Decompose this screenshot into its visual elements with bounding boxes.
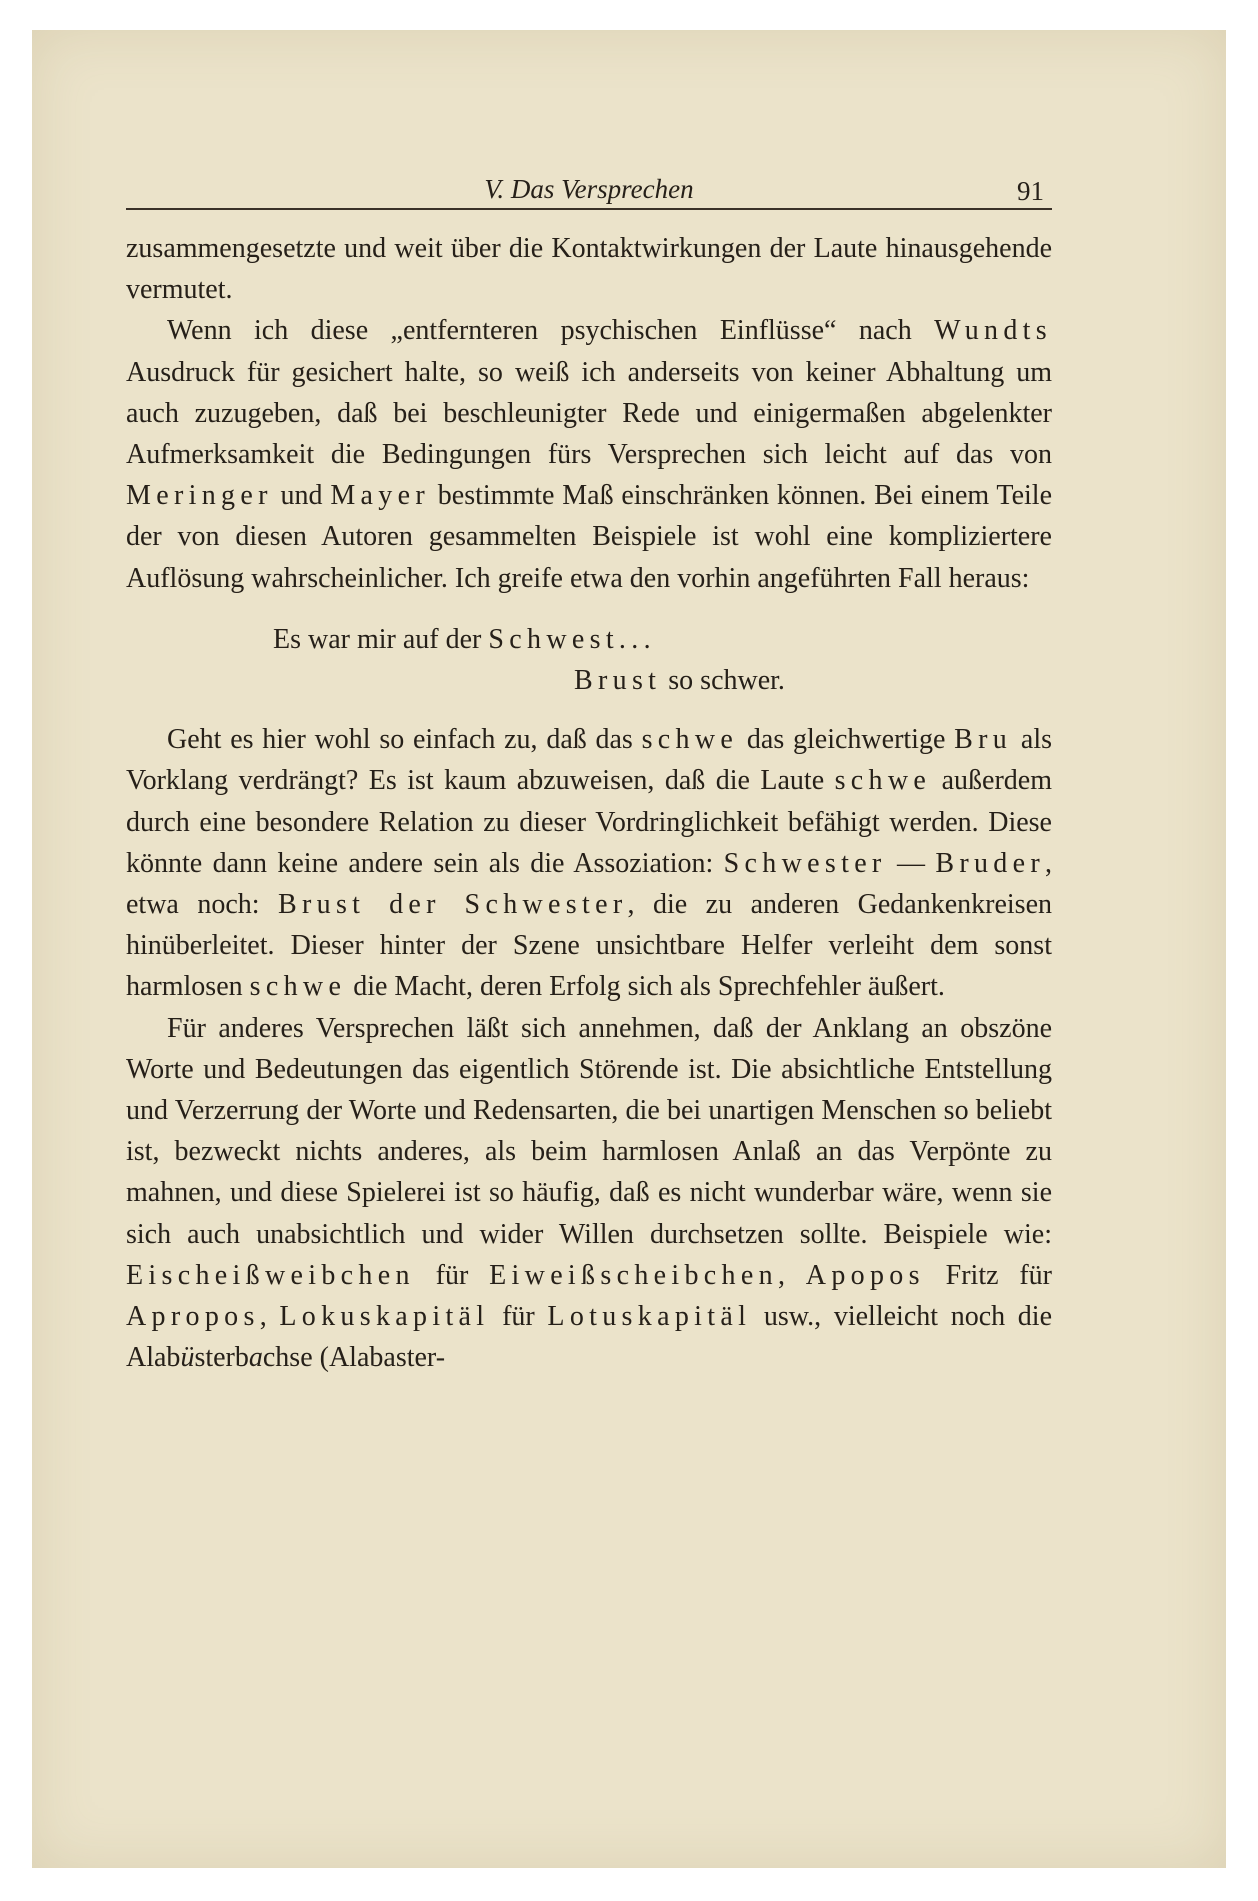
paragraph-1-text: zusammengesetzte und weit über die Kontaktwirkungen der Laute hinausgehende vermutet. <box>126 233 1052 306</box>
spaced-word: Lokuskapitäl <box>279 1301 490 1333</box>
text-run: für <box>489 1301 548 1333</box>
spaced-word: schwe <box>249 971 347 1003</box>
spaced-word: schwe <box>641 724 739 756</box>
text-run: Geht es hier wohl so einfach zu, daß das <box>167 724 642 756</box>
spaced-name: Mayer <box>330 480 431 512</box>
text-run: Wenn ich diese „entfernteren psychischen Einflüsse“ nach <box>167 315 935 347</box>
text-run: so schwer. <box>661 665 785 697</box>
text-run: , <box>259 1301 280 1333</box>
spaced-word: schwe <box>834 765 932 797</box>
text-run: , <box>777 1259 806 1291</box>
text-run: usw., vielleicht noch die <box>751 1301 1052 1333</box>
running-title: V. Das Versprechen <box>484 174 694 204</box>
paragraph-4 <box>126 1008 1052 1379</box>
spaced-word: Schwest... <box>488 623 656 655</box>
text-run: , etwa noch: <box>126 847 1053 921</box>
text-run: Für anderes Versprechen läßt sich annehmen, daß der Anklang an obszöne Worte und Bedeutungen das eigentlich Störende ist. Die absichtliche Entstellung und Verzerrung der Worte und Redensarten, die bei unartigen Menschen so beliebt ist, bezweckt nichts anderes, als beim harmlosen Anlaß an das Verpönte zu mahnen, und diese Spielerei ist so häufig, daß es nicht wunderbar wäre, wenn sie sich auch unabsichtlich und wider Willen durchsetzen sollte. Beispiele wie: <box>126 1012 1052 1250</box>
spaced-word: Apopos <box>805 1259 925 1291</box>
text-run: — <box>886 847 936 879</box>
verse-line-1 <box>126 619 1052 660</box>
verse-quote <box>126 619 1052 701</box>
text-run: (Alabaster- <box>312 1342 446 1374</box>
paragraph-3 <box>126 719 1052 1007</box>
spaced-word: Brust der Schwester <box>278 889 628 921</box>
spaced-word: Schwester <box>723 847 887 879</box>
spaced-word: Brust <box>574 665 662 697</box>
text-run: außerdem durch eine besondere Relation zu dieser Vordringlichkeit befähigt werden. Diese könnte dann keine andere sein als die Assoziation: <box>126 765 1052 879</box>
text-run: Es war mir auf der <box>273 623 489 655</box>
text-run: die Macht, deren Erfolg sich als Sprechfehler äußert. <box>346 971 945 1003</box>
spaced-word: Bru <box>954 724 1013 756</box>
paragraph-2 <box>126 310 1052 598</box>
spaced-word: Eiweißscheibchen <box>489 1259 778 1291</box>
spaced-word: Eischeißweibchen <box>126 1259 415 1291</box>
text-run: Fritz für <box>924 1259 1053 1291</box>
text-run: und <box>272 480 331 512</box>
text-run: bestimmte Maß einschränken können. Bei einem Teile der von diesen Autoren gesammelten Beispiele ist wohl eine kompliziertere Auflösung wahrscheinlicher. Ich greife etwa den vorhin angeführten Fall heraus: <box>126 480 1052 594</box>
italic-mixed-word: Alabüsterbachse <box>126 1342 313 1374</box>
verse-line-2 <box>126 660 1052 701</box>
text-run: , die zu anderen Gedankenkreisen hinüberleitet. Dieser hinter der Szene unsichtbare Helfer verleiht dem sonst harmlosen <box>126 889 1052 1003</box>
text-run: Ausdruck für gesichert halte, so weiß ich anderseits von keiner Abhaltung um auch zuzugeben, daß bei beschleunigter Rede und einigermaßen abgelenkter Aufmerksamkeit die Bedingungen fürs Versprechen sich leicht auf das von <box>126 356 1052 471</box>
spaced-name: Wundts <box>934 315 1052 347</box>
body-text <box>126 228 1052 1378</box>
book-page <box>126 172 1052 1378</box>
paragraph-1 <box>126 228 1052 310</box>
spaced-word: Apropos <box>126 1301 260 1333</box>
running-header <box>126 172 1052 210</box>
text-run: das gleichwertige <box>738 724 955 756</box>
text-run: für <box>414 1259 490 1291</box>
spaced-name: Meringer <box>126 480 273 512</box>
text-run: als Vorklang verdrängt? Es ist kaum abzuweisen, daß die Laute <box>126 724 1052 797</box>
spaced-word: Lotuskapitäl <box>547 1301 752 1333</box>
page-number: 91 <box>1017 176 1044 206</box>
spaced-word: Bruder <box>935 847 1046 879</box>
